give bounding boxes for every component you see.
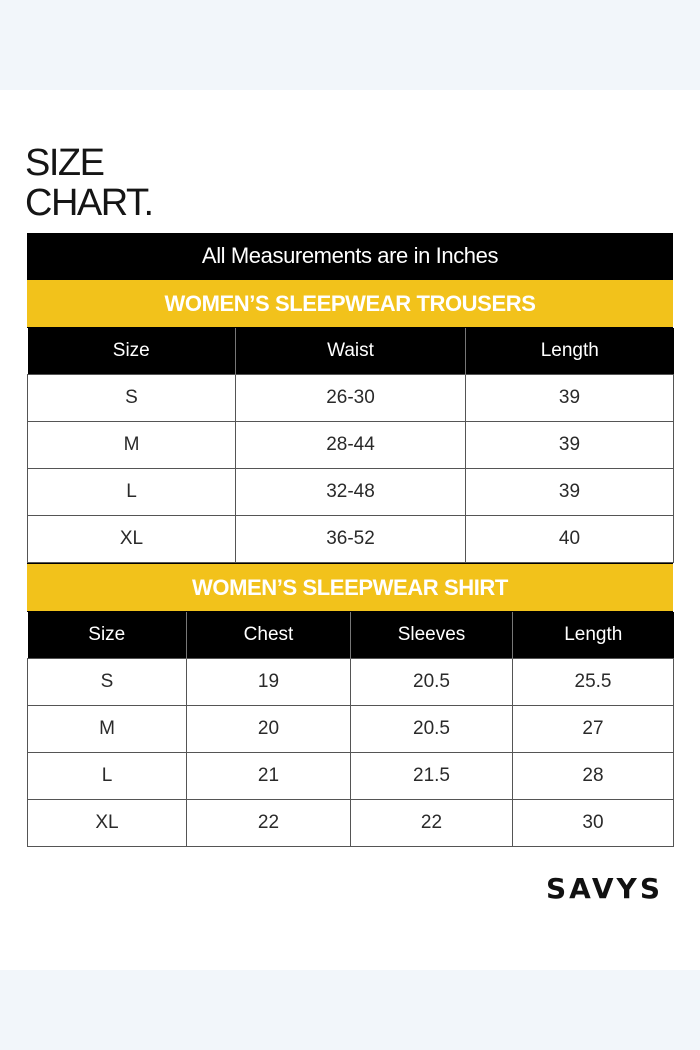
column-header: Chest [187, 612, 351, 659]
size-table [27, 233, 673, 847]
table-cell: 28 [513, 753, 674, 800]
shirt-header-row [28, 612, 674, 659]
table-row [28, 753, 674, 800]
trousers-heading: WOMEN’S SLEEPWEAR TROUSERS [27, 279, 673, 328]
table-cell: 26-30 [236, 375, 466, 422]
title-line-2: CHART. [25, 182, 153, 224]
brand-logo: SAVYS [545, 872, 663, 905]
table-row [28, 375, 674, 422]
table-cell: 20 [187, 706, 351, 753]
table-cell: 30 [513, 800, 674, 847]
table-cell: XL [28, 800, 187, 847]
shirt-table [27, 612, 674, 847]
column-header: Size [28, 328, 236, 375]
table-cell: 21 [187, 753, 351, 800]
table-cell: M [28, 706, 187, 753]
table-cell: 20.5 [351, 659, 513, 706]
size-chart-card [0, 90, 700, 970]
table-cell: 22 [187, 800, 351, 847]
table-row [28, 469, 674, 516]
table-cell: 32-48 [236, 469, 466, 516]
table-cell: 22 [351, 800, 513, 847]
trousers-table [27, 328, 674, 563]
table-row [28, 800, 674, 847]
table-cell: 21.5 [351, 753, 513, 800]
table-cell: 28-44 [236, 422, 466, 469]
table-cell: 25.5 [513, 659, 674, 706]
table-cell: XL [28, 516, 236, 563]
column-header: Waist [236, 328, 466, 375]
table-cell: 20.5 [351, 706, 513, 753]
table-cell: S [28, 375, 236, 422]
title-line-1: SIZE [25, 142, 104, 184]
shirt-heading: WOMEN’S SLEEPWEAR SHIRT [27, 563, 673, 612]
table-cell: L [28, 753, 187, 800]
table-row [28, 516, 674, 563]
page-title [25, 143, 153, 223]
trousers-header-row [28, 328, 674, 375]
table-cell: 39 [466, 469, 674, 516]
column-header: Size [28, 612, 187, 659]
table-cell: 39 [466, 422, 674, 469]
table-cell: 19 [187, 659, 351, 706]
table-cell: L [28, 469, 236, 516]
table-row [28, 422, 674, 469]
table-row [28, 706, 674, 753]
table-cell: S [28, 659, 187, 706]
column-header: Sleeves [351, 612, 513, 659]
column-header: Length [466, 328, 674, 375]
measurement-note: All Measurements are in Inches [27, 233, 673, 279]
table-cell: 36-52 [236, 516, 466, 563]
column-header: Length [513, 612, 674, 659]
table-row [28, 659, 674, 706]
table-cell: 27 [513, 706, 674, 753]
table-cell: 40 [466, 516, 674, 563]
table-cell: 39 [466, 375, 674, 422]
table-cell: M [28, 422, 236, 469]
